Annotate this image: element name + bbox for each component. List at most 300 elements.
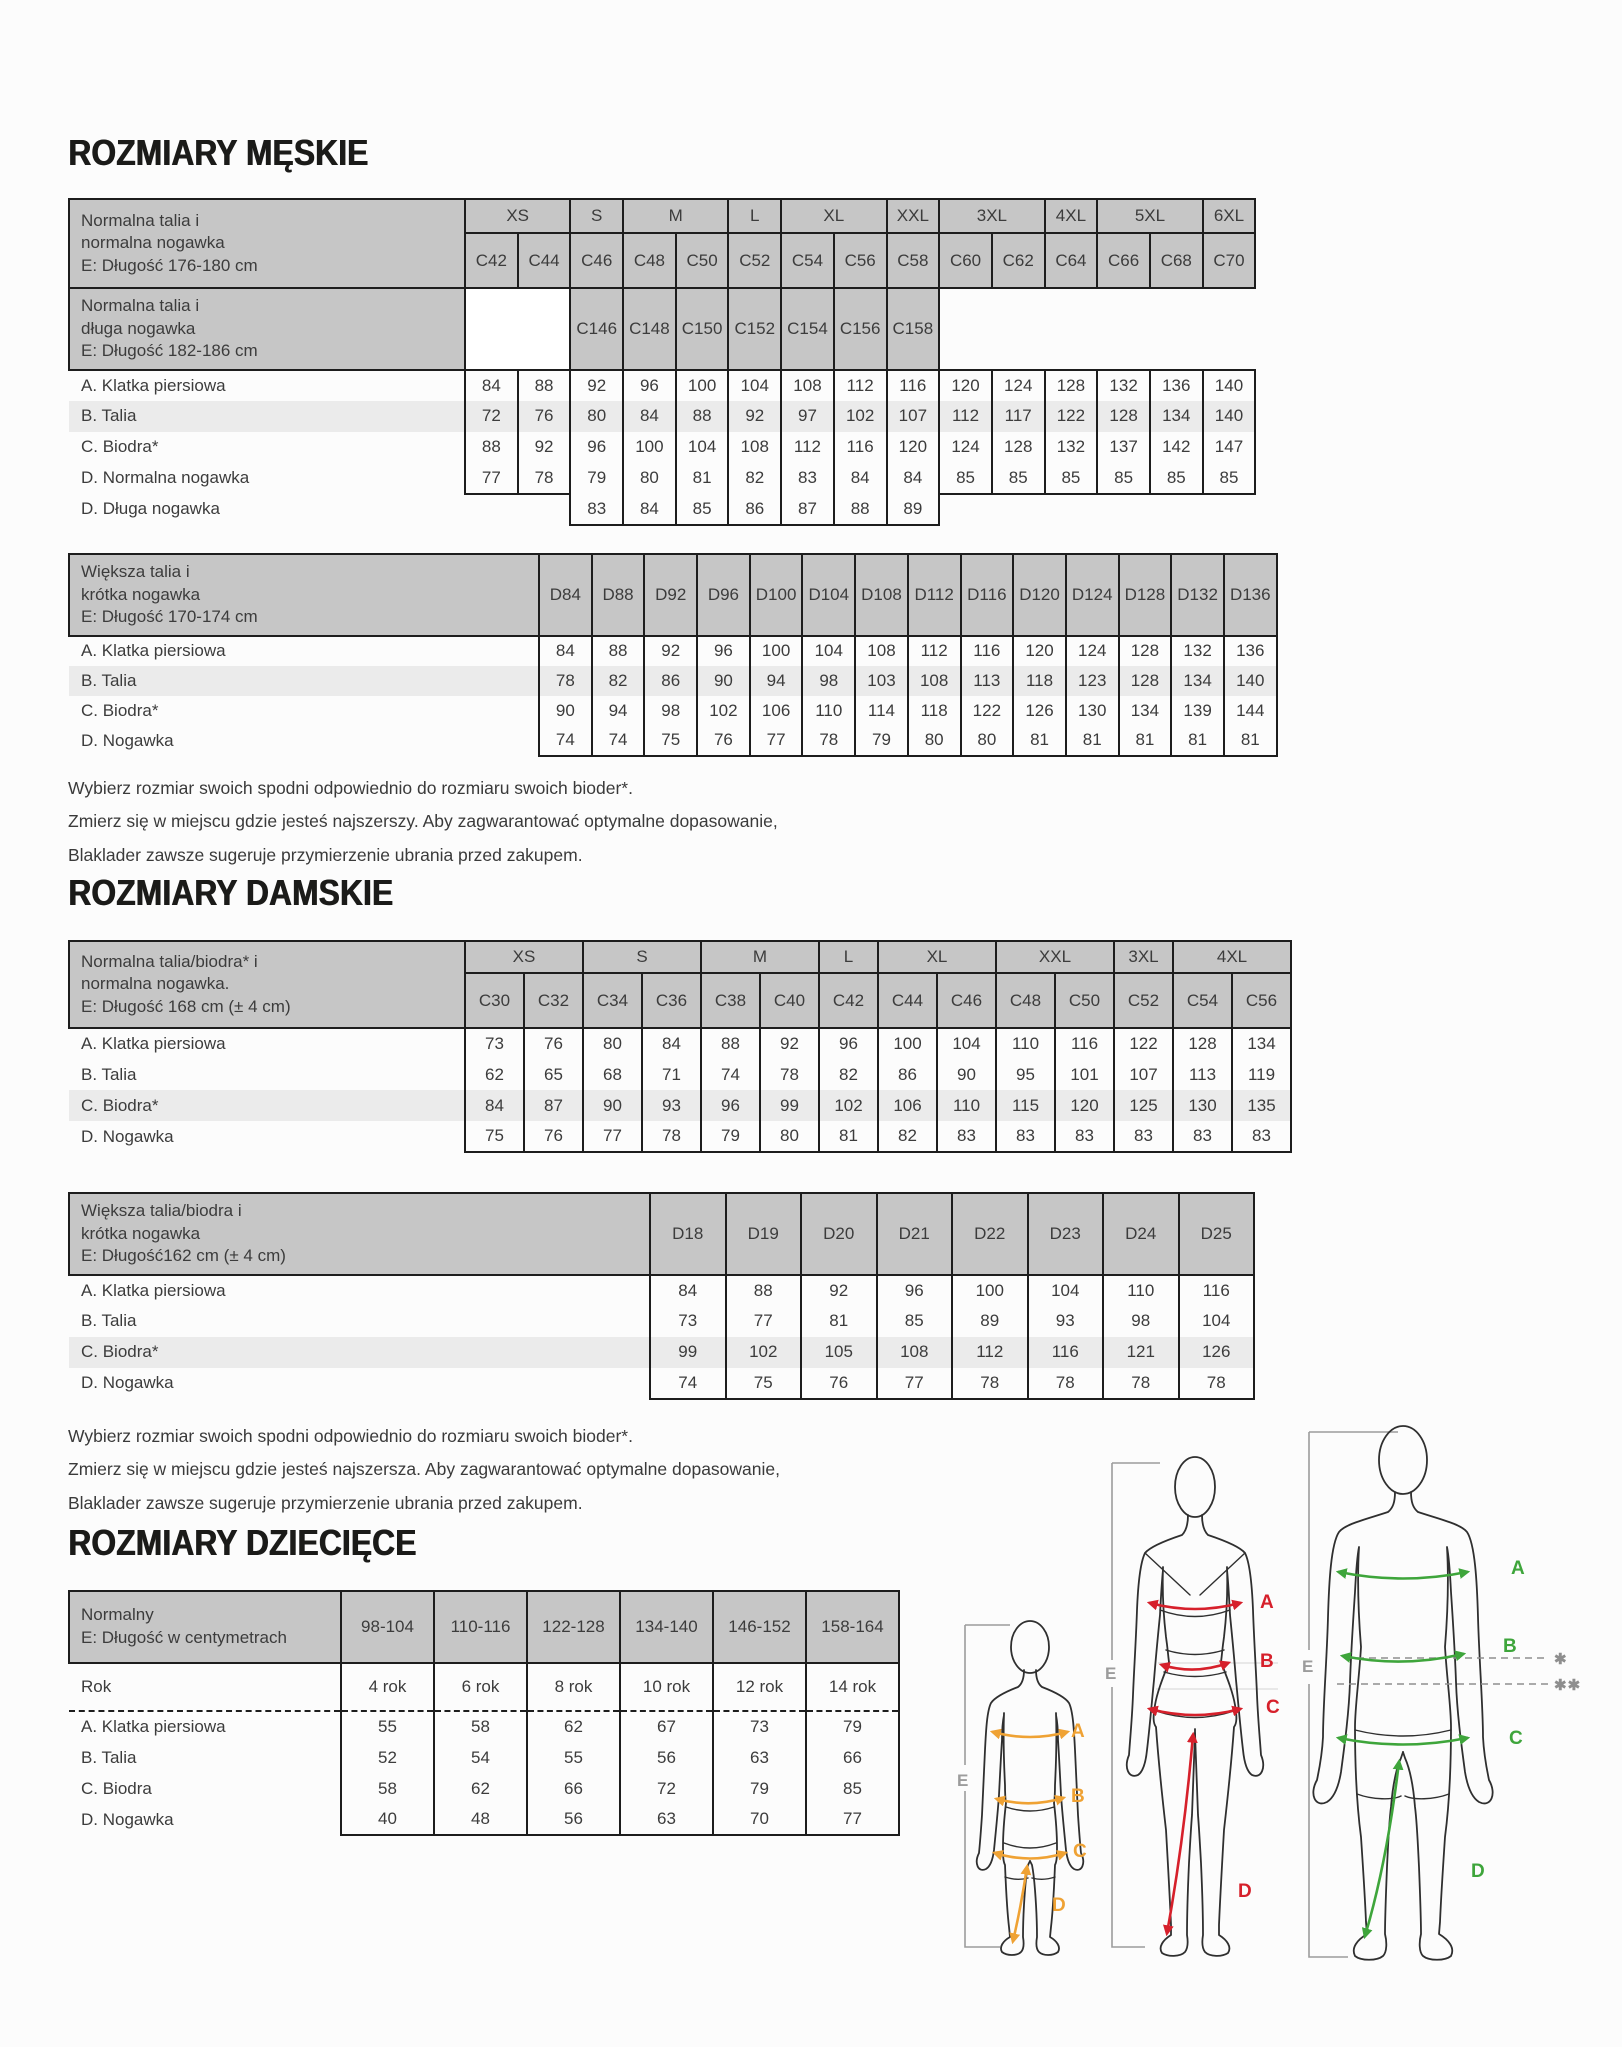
measure-value-cell: 112 <box>834 370 887 401</box>
table-corner-label <box>69 1193 650 1275</box>
measure-value-cell: 116 <box>1179 1275 1255 1306</box>
measure-value-cell: 83 <box>570 494 623 525</box>
size-group-header: 6XL <box>1203 199 1256 233</box>
measure-label-e: E <box>1105 1664 1117 1683</box>
measure-row-label: C. Biodra* <box>81 437 159 457</box>
table-row <box>69 1059 1291 1090</box>
size-group-header: XL <box>878 941 996 973</box>
men-short-leg-size-table <box>68 553 1278 757</box>
measure-value-cell: 66 <box>806 1742 899 1773</box>
measure-value-cell: 110 <box>1103 1275 1179 1306</box>
measure-value-cell: 88 <box>834 494 887 525</box>
measure-value-cell: 79 <box>713 1773 806 1804</box>
measure-value-cell: 80 <box>570 401 623 432</box>
measure-row-label: B. Talia <box>81 1311 137 1331</box>
measure-value-cell: 95 <box>996 1059 1055 1090</box>
corner-line: krótka nogawka <box>81 1223 201 1243</box>
measure-value-cell: 76 <box>518 401 571 432</box>
measure-row-label: B. Talia <box>69 401 465 432</box>
size-code-header: C30 <box>465 973 524 1028</box>
size-code-header: D18 <box>650 1193 726 1275</box>
measure-value-cell: 76 <box>801 1368 877 1399</box>
note-line: Wybierz rozmiar swoich spodni odpowiednio do rozmiaru swoich bioder*. <box>68 778 633 798</box>
measure-value-cell: 76 <box>697 726 750 756</box>
measure-value-cell: 98 <box>644 696 697 726</box>
measure-value-cell: 79 <box>855 726 908 756</box>
size-code-header: D100 <box>750 554 803 636</box>
measure-value-cell: 83 <box>1173 1121 1232 1152</box>
measure-value-cell: 83 <box>937 1121 996 1152</box>
measure-value-cell: 113 <box>1173 1059 1232 1090</box>
measure-value-cell: 137 <box>1097 432 1150 463</box>
size-group-header: XS <box>465 199 570 233</box>
measure-value-cell: 136 <box>1224 636 1277 666</box>
measure-value-cell: 87 <box>781 494 834 525</box>
measure-value-cell: 108 <box>781 370 834 401</box>
child-body-outline <box>977 1621 1083 1955</box>
size-code-header: 134-140 <box>620 1591 713 1663</box>
measure-value-cell: 96 <box>570 432 623 463</box>
measure-value-cell: 118 <box>908 696 961 726</box>
measure-value-cell: 100 <box>878 1028 937 1059</box>
size-code-header: C56 <box>834 233 887 288</box>
table-corner-label <box>69 941 465 1028</box>
size-code-header: C40 <box>760 973 819 1028</box>
empty-cell <box>1150 494 1203 525</box>
corner-line: Większa talia/biodra i <box>81 1201 242 1220</box>
measure-value-cell: 122 <box>1114 1028 1173 1059</box>
table-row <box>69 1275 1254 1306</box>
size-code-header: D25 <box>1179 1193 1255 1275</box>
measure-value-cell: 140 <box>1224 666 1277 696</box>
man-body-outline <box>1313 1426 1492 1960</box>
table-row <box>69 1711 899 1742</box>
measure-value-cell: 85 <box>1150 463 1203 494</box>
measure-value-cell: 79 <box>806 1711 899 1742</box>
measure-value-cell: 115 <box>996 1090 1055 1121</box>
corner-line: krótka nogawka <box>81 584 201 604</box>
size-code-header: C50 <box>676 233 729 288</box>
size-group-header: 4XL <box>1173 941 1291 973</box>
table-row <box>69 463 1255 494</box>
size-code-header: D96 <box>697 554 750 636</box>
double-asterisk-note-marker: ✱✱ <box>1554 1677 1582 1694</box>
measure-row-label: C. Biodra <box>81 1778 152 1798</box>
measure-value-cell: 78 <box>539 666 592 696</box>
measure-value-cell: 78 <box>1103 1368 1179 1399</box>
measure-value-cell: 84 <box>887 463 940 494</box>
measure-value-cell: 96 <box>623 370 676 401</box>
corner-line: E: Długość 168 cm (± 4 cm) <box>81 996 291 1016</box>
measure-value-cell: 90 <box>539 696 592 726</box>
table-corner-label-2 <box>69 288 465 370</box>
measure-value-cell: 122 <box>1045 401 1098 432</box>
measure-row-label: D. Długa nogawka <box>81 499 220 519</box>
size-group-header: XL <box>781 199 886 233</box>
table-row <box>69 666 1277 696</box>
measure-value-cell: 128 <box>1119 636 1172 666</box>
measure-label-a: A <box>1071 1721 1085 1742</box>
measure-value-cell: 110 <box>996 1028 1055 1059</box>
measure-value-cell: 75 <box>465 1121 524 1152</box>
measure-value-cell: 66 <box>527 1773 620 1804</box>
size-group-header: S <box>583 941 701 973</box>
measure-row-label: B. Talia <box>69 666 539 696</box>
rok-value-cell: 10 rok <box>620 1663 713 1711</box>
measure-value-cell: 128 <box>1097 401 1150 432</box>
measure-value-cell: 76 <box>524 1121 583 1152</box>
section-title-women: ROZMIARY DAMSKIE <box>68 872 393 913</box>
measure-label-e: E <box>957 1771 969 1790</box>
measure-value-cell: 55 <box>527 1742 620 1773</box>
measure-value-cell: 94 <box>750 666 803 696</box>
size-code-header: C146 <box>570 288 623 370</box>
measure-value-cell: 128 <box>1173 1028 1232 1059</box>
measure-value-cell: 78 <box>1028 1368 1104 1399</box>
size-code-header: C58 <box>887 233 940 288</box>
corner-line: E: Długość 176-180 cm <box>81 255 258 275</box>
size-code-header: C44 <box>878 973 937 1028</box>
size-code-header: D92 <box>644 554 697 636</box>
size-code-header: 98-104 <box>341 1591 434 1663</box>
measure-value-cell: 55 <box>341 1711 434 1742</box>
size-group-header: L <box>728 199 781 233</box>
measure-value-cell: 90 <box>937 1059 996 1090</box>
measure-value-cell: 101 <box>1055 1059 1114 1090</box>
empty-cell <box>465 494 518 525</box>
measure-value-cell: 130 <box>1066 696 1119 726</box>
size-group-header: S <box>570 199 623 233</box>
measure-value-cell: 128 <box>1119 666 1172 696</box>
corner-line: E: Długość162 cm (± 4 cm) <box>81 1246 286 1266</box>
table-row <box>69 494 1255 525</box>
measure-label-a: A <box>1260 1592 1274 1613</box>
section-title-kids: ROZMIARY DZIECIĘCE <box>68 1522 417 1563</box>
rok-value-cell: 14 rok <box>806 1663 899 1711</box>
table-row <box>69 1773 899 1804</box>
measure-row-label: B. Talia <box>81 1747 137 1767</box>
empty-cell <box>939 288 1255 370</box>
size-code-header: C54 <box>781 233 834 288</box>
women-note <box>68 1420 780 1520</box>
measure-value-cell: 62 <box>465 1059 524 1090</box>
measure-label-d: D <box>1238 1881 1252 1902</box>
measure-value-cell: 90 <box>697 666 750 696</box>
measure-value-cell: 77 <box>726 1306 802 1337</box>
measure-value-cell: 112 <box>908 636 961 666</box>
size-code-header: D120 <box>1013 554 1066 636</box>
measure-value-cell: 78 <box>760 1059 819 1090</box>
measure-value-cell: 121 <box>1103 1337 1179 1368</box>
measure-value-cell: 124 <box>939 432 992 463</box>
measure-value-cell: 84 <box>465 370 518 401</box>
table-row <box>69 1090 1291 1121</box>
measure-value-cell: 104 <box>937 1028 996 1059</box>
note-line: Zmierz się w miejscu gdzie jesteś najszersza. Aby zagwarantować optymalne dopasowanie, <box>68 1459 780 1480</box>
measure-value-cell: 88 <box>726 1275 802 1306</box>
size-group-header: M <box>623 199 728 233</box>
measure-value-cell: 67 <box>620 1711 713 1742</box>
table-row <box>69 696 1277 726</box>
measure-value-cell: 100 <box>750 636 803 666</box>
table-row <box>69 1368 1254 1399</box>
measure-value-cell: 71 <box>642 1059 701 1090</box>
measure-value-cell: 104 <box>728 370 781 401</box>
measure-value-cell: 88 <box>518 370 571 401</box>
measure-value-cell: 82 <box>878 1121 937 1152</box>
measure-value-cell: 106 <box>750 696 803 726</box>
size-code-header: C154 <box>781 288 834 370</box>
measure-row-label: C. Biodra* <box>69 1090 465 1121</box>
measure-value-cell: 102 <box>834 401 887 432</box>
empty-cell <box>992 494 1045 525</box>
measure-value-cell: 93 <box>1028 1306 1104 1337</box>
measure-value-cell: 80 <box>583 1028 642 1059</box>
measure-value-cell: 88 <box>592 636 645 666</box>
measure-value-cell: 81 <box>676 463 729 494</box>
size-code-header: D22 <box>952 1193 1028 1275</box>
size-code-header: C32 <box>524 973 583 1028</box>
measure-label-c: C <box>1073 1841 1087 1862</box>
measure-value-cell: 52 <box>341 1742 434 1773</box>
measure-value-cell: 108 <box>855 636 908 666</box>
measure-value-cell: 92 <box>760 1028 819 1059</box>
measure-label-c: C <box>1266 1697 1280 1718</box>
rok-row-label: Rok <box>69 1663 341 1711</box>
size-code-header: D112 <box>908 554 961 636</box>
measure-value-cell: 84 <box>623 494 676 525</box>
empty-cell <box>518 494 571 525</box>
measure-value-cell: 134 <box>1232 1028 1291 1059</box>
measure-value-cell: 92 <box>801 1275 877 1306</box>
size-code-header: C152 <box>728 288 781 370</box>
empty-cell <box>1203 494 1256 525</box>
measure-value-cell: 114 <box>855 696 908 726</box>
measure-row-label: D. Nogawka <box>81 1373 174 1393</box>
measure-value-cell: 84 <box>834 463 887 494</box>
measure-value-cell: 126 <box>1013 696 1066 726</box>
measure-value-cell: 78 <box>1179 1368 1255 1399</box>
measure-value-cell: 120 <box>939 370 992 401</box>
size-group-header: 3XL <box>1114 941 1173 973</box>
woman-figure-diagram <box>1100 1455 1300 1960</box>
size-group-header: XXL <box>887 199 940 233</box>
measure-value-cell: 73 <box>650 1306 726 1337</box>
size-group-header: M <box>701 941 819 973</box>
measure-value-cell: 80 <box>961 726 1014 756</box>
size-code-header: D88 <box>592 554 645 636</box>
measure-value-cell: 79 <box>701 1121 760 1152</box>
measure-value-cell: 70 <box>713 1804 806 1835</box>
measure-value-cell: 126 <box>1179 1337 1255 1368</box>
measure-value-cell: 107 <box>887 401 940 432</box>
measure-value-cell: 83 <box>996 1121 1055 1152</box>
measure-value-cell: 58 <box>434 1711 527 1742</box>
measure-label-b: B <box>1503 1636 1517 1657</box>
size-code-header: C50 <box>1055 973 1114 1028</box>
measure-value-cell: 85 <box>1203 463 1256 494</box>
measure-label-d: D <box>1052 1895 1066 1916</box>
measure-value-cell: 104 <box>1179 1306 1255 1337</box>
size-code-header: C70 <box>1203 233 1256 288</box>
size-code-header: D108 <box>855 554 908 636</box>
measure-value-cell: 116 <box>1028 1337 1104 1368</box>
size-code-header: D132 <box>1171 554 1224 636</box>
measure-value-cell: 120 <box>1013 636 1066 666</box>
size-code-header: D19 <box>726 1193 802 1275</box>
measure-value-cell: 102 <box>819 1090 878 1121</box>
measure-value-cell: 100 <box>623 432 676 463</box>
measure-row-label: B. Talia <box>81 1064 137 1084</box>
size-code-header: C46 <box>570 233 623 288</box>
women-short-leg-size-table <box>68 1192 1255 1400</box>
measure-value-cell: 136 <box>1150 370 1203 401</box>
measure-value-cell: 112 <box>939 401 992 432</box>
measure-value-cell: 56 <box>620 1742 713 1773</box>
measure-value-cell: 97 <box>781 401 834 432</box>
size-code-header: C64 <box>1045 233 1098 288</box>
measure-value-cell: 85 <box>1045 463 1098 494</box>
measure-value-cell: 99 <box>650 1337 726 1368</box>
measure-value-cell: 116 <box>834 432 887 463</box>
measure-value-cell: 81 <box>1066 726 1119 756</box>
measure-value-cell: 122 <box>961 696 1014 726</box>
measure-value-cell: 68 <box>583 1059 642 1090</box>
measure-value-cell: 76 <box>524 1028 583 1059</box>
measure-value-cell: 58 <box>341 1773 434 1804</box>
measure-value-cell: 112 <box>952 1337 1028 1368</box>
measure-value-cell: 75 <box>726 1368 802 1399</box>
size-code-header: C52 <box>728 233 781 288</box>
measure-value-cell: 65 <box>524 1059 583 1090</box>
measure-value-cell: 81 <box>1119 726 1172 756</box>
size-code-header: C52 <box>1114 973 1173 1028</box>
size-code-header: C54 <box>1173 973 1232 1028</box>
measure-value-cell: 139 <box>1171 696 1224 726</box>
measure-value-cell: 132 <box>1171 636 1224 666</box>
size-group-header: 3XL <box>939 199 1044 233</box>
size-group-header: XS <box>465 941 583 973</box>
measure-value-cell: 89 <box>952 1306 1028 1337</box>
measure-value-cell: 96 <box>701 1090 760 1121</box>
measure-value-cell: 103 <box>855 666 908 696</box>
measure-value-cell: 104 <box>1028 1275 1104 1306</box>
corner-line: normalna nogawka <box>81 233 225 253</box>
size-code-header: C158 <box>887 288 940 370</box>
table-row <box>69 1121 1291 1152</box>
size-code-header: 146-152 <box>713 1591 806 1663</box>
men-note <box>68 772 778 872</box>
woman-measure-arrows <box>1150 1603 1240 1933</box>
measure-value-cell: 77 <box>806 1804 899 1835</box>
measure-value-cell: 48 <box>434 1804 527 1835</box>
measure-value-cell: 84 <box>650 1275 726 1306</box>
measure-value-cell: 80 <box>623 463 676 494</box>
measure-value-cell: 100 <box>952 1275 1028 1306</box>
measure-value-cell: 104 <box>802 636 855 666</box>
measure-value-cell: 62 <box>527 1711 620 1742</box>
rok-value-cell: 12 rok <box>713 1663 806 1711</box>
measure-value-cell: 83 <box>1232 1121 1291 1152</box>
measure-row-label: A. Klatka piersiowa <box>81 1280 226 1300</box>
corner-line: normalna nogawka. <box>81 974 230 994</box>
measure-value-cell: 62 <box>434 1773 527 1804</box>
measure-value-cell: 84 <box>539 636 592 666</box>
measure-value-cell: 85 <box>1097 463 1150 494</box>
measure-value-cell: 92 <box>570 370 623 401</box>
note-line: Blaklader zawsze sugeruje przymierzenie ubrania przed zakupem. <box>68 844 583 865</box>
size-code-header: C60 <box>939 233 992 288</box>
table-row <box>69 636 1277 666</box>
measure-value-cell: 81 <box>1171 726 1224 756</box>
measure-value-cell: 80 <box>760 1121 819 1152</box>
size-code-header: C68 <box>1150 233 1203 288</box>
measure-value-cell: 83 <box>1114 1121 1173 1152</box>
measure-value-cell: 98 <box>1103 1306 1179 1337</box>
corner-line: Normalna talia i <box>81 296 200 315</box>
measure-value-cell: 84 <box>465 1090 524 1121</box>
measure-value-cell: 134 <box>1150 401 1203 432</box>
measure-value-cell: 40 <box>341 1804 434 1835</box>
size-code-header: C66 <box>1097 233 1150 288</box>
measure-value-cell: 87 <box>524 1090 583 1121</box>
measure-value-cell: 86 <box>728 494 781 525</box>
measure-value-cell: 96 <box>697 636 750 666</box>
measure-value-cell: 110 <box>937 1090 996 1121</box>
table-row <box>69 1742 899 1773</box>
measure-value-cell: 86 <box>644 666 697 696</box>
size-code-header: C62 <box>992 233 1045 288</box>
measure-value-cell: 81 <box>819 1121 878 1152</box>
measure-value-cell: 140 <box>1203 370 1256 401</box>
table-row <box>69 1337 1254 1368</box>
hip-reference-dashed-lines <box>1337 1658 1549 1684</box>
measure-value-cell: 108 <box>877 1337 953 1368</box>
size-code-header: 110-116 <box>434 1591 527 1663</box>
measure-value-cell: 88 <box>465 432 518 463</box>
size-code-header: C148 <box>623 288 676 370</box>
measure-value-cell: 78 <box>802 726 855 756</box>
measure-value-cell: 135 <box>1232 1090 1291 1121</box>
table-row <box>69 401 1255 432</box>
table-row <box>69 1804 899 1835</box>
measure-value-cell: 84 <box>642 1028 701 1059</box>
measure-label-b: B <box>1071 1786 1085 1807</box>
size-code-header: D124 <box>1066 554 1119 636</box>
measure-value-cell: 119 <box>1232 1059 1291 1090</box>
measure-value-cell: 78 <box>642 1121 701 1152</box>
measure-value-cell: 72 <box>620 1773 713 1804</box>
size-code-header: 158-164 <box>806 1591 899 1663</box>
size-code-header: C36 <box>642 973 701 1028</box>
measure-value-cell: 80 <box>908 726 961 756</box>
measure-row-label: C. Biodra* <box>69 1337 650 1368</box>
size-group-header: XXL <box>996 941 1114 973</box>
measure-value-cell: 89 <box>887 494 940 525</box>
measure-value-cell: 63 <box>713 1742 806 1773</box>
measure-value-cell: 118 <box>1013 666 1066 696</box>
measure-value-cell: 77 <box>750 726 803 756</box>
note-line: Wybierz rozmiar swoich spodni odpowiednio do rozmiaru swoich bioder*. <box>68 1426 633 1446</box>
measure-value-cell: 144 <box>1224 696 1277 726</box>
measure-value-cell: 107 <box>1114 1059 1173 1090</box>
measure-value-cell: 142 <box>1150 432 1203 463</box>
measure-value-cell: 113 <box>961 666 1014 696</box>
size-code-header: C34 <box>583 973 642 1028</box>
measure-row-label: A. Klatka piersiowa <box>81 641 226 661</box>
measure-value-cell: 134 <box>1119 696 1172 726</box>
rok-value-cell: 8 rok <box>527 1663 620 1711</box>
